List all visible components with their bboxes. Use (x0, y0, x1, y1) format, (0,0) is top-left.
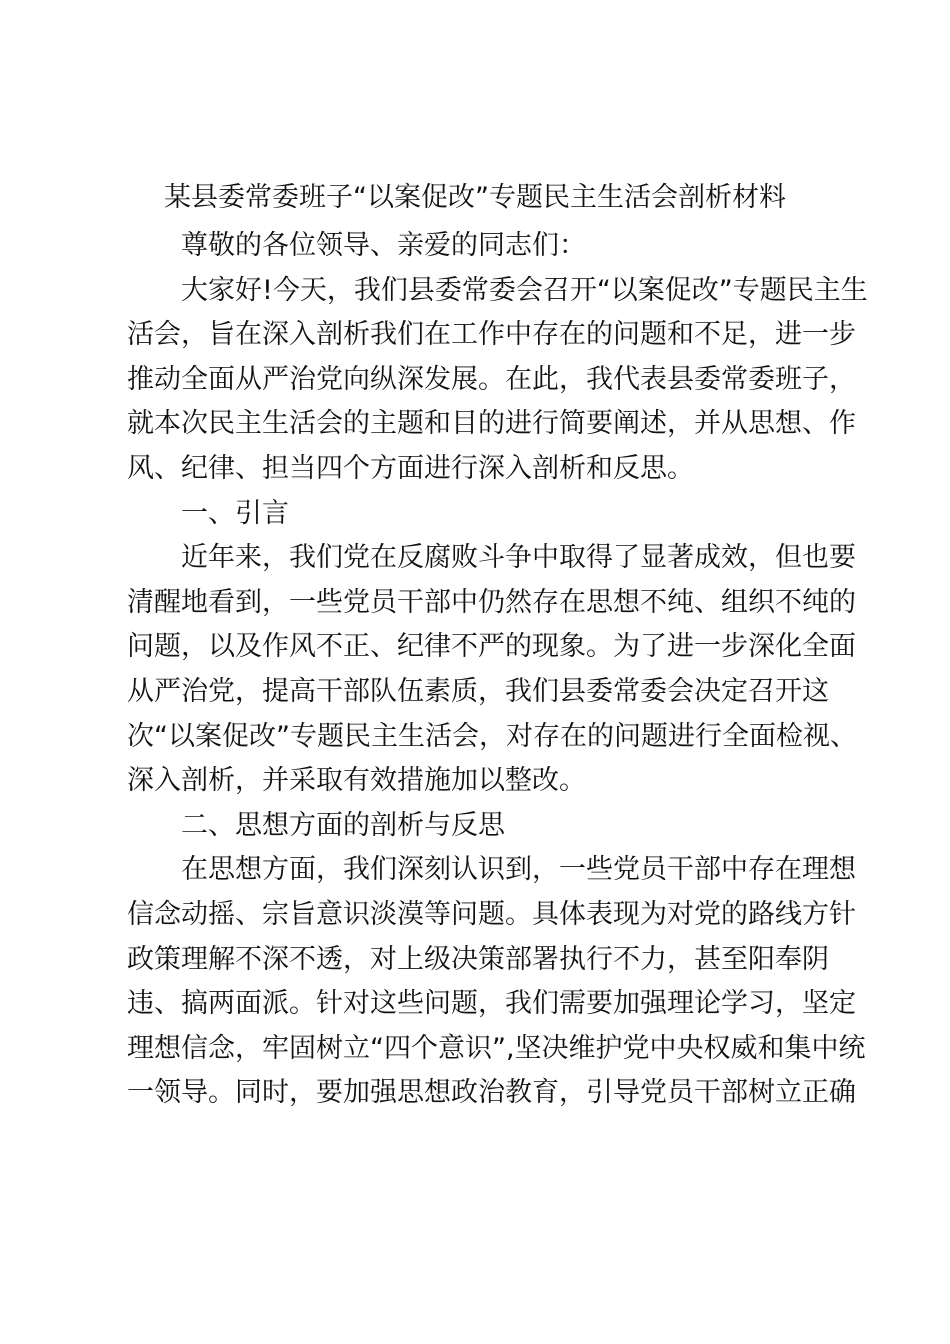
text-line: 风、纪律、担当四个方面进行深入剖析和反思。 (127, 452, 694, 484)
document-body (127, 224, 868, 1116)
text-line: 信念动摇、宗旨意识淡漠等问题。具体表现为对党的路线方针 (127, 898, 856, 930)
text-line: 一、引言 (181, 497, 289, 529)
text-line: 违、搞两面派。针对这些问题，我们需要加强理论学习，坚定 (127, 988, 856, 1020)
text-line: 尊敬的各位领导、亲爱的同志们： (181, 230, 586, 261)
text-line: 从严治党，提高干部队伍素质，我们县委常委会决定召开这 (127, 675, 829, 707)
text-line: 就本次民主生活会的主题和目的进行简要阐述，并从思想、作 (127, 408, 856, 440)
text-line: 次“以案促改”专题民主生活会，对存在的问题进行全面检视、 (127, 720, 857, 752)
text-line: 在思想方面，我们深刻认识到，一些党员干部中存在理想 (181, 854, 856, 886)
text-line: 近年来，我们党在反腐败斗争中取得了显著成效，但也要 (181, 542, 856, 574)
text-line: 推动全面从严治党向纵深发展。在此，我代表县委常委班子， (127, 363, 856, 395)
text-line: 政策理解不深不透，对上级决策部署执行不力，甚至阳奉阴 (127, 943, 829, 975)
text-line: 深入剖析，并采取有效措施加以整改。 (127, 765, 586, 797)
text-line: 问题，以及作风不正、纪律不严的现象。为了进一步深化全面 (127, 631, 856, 663)
text-line: 大家好!今天，我们县委常委会召开“以案促改”专题民主生 (181, 274, 868, 306)
text-line: 理想信念，牢固树立“四个意识”,坚决维护党中央权威和集中统 (127, 1032, 866, 1064)
text-line: 一领导。同时，要加强思想政治教育，引导党员干部树立正确 (127, 1077, 856, 1109)
text-line: 活会，旨在深入剖析我们在工作中存在的问题和不足，进一步 (127, 319, 856, 351)
text-line: 二、思想方面的剖析与反思 (181, 809, 505, 841)
text-line: 清醒地看到，一些党员干部中仍然存在思想不纯、组织不纯的 (127, 586, 856, 618)
document-title: 某县委常委班子“以案促改”专题民主生活会剖析材料 (164, 182, 786, 213)
